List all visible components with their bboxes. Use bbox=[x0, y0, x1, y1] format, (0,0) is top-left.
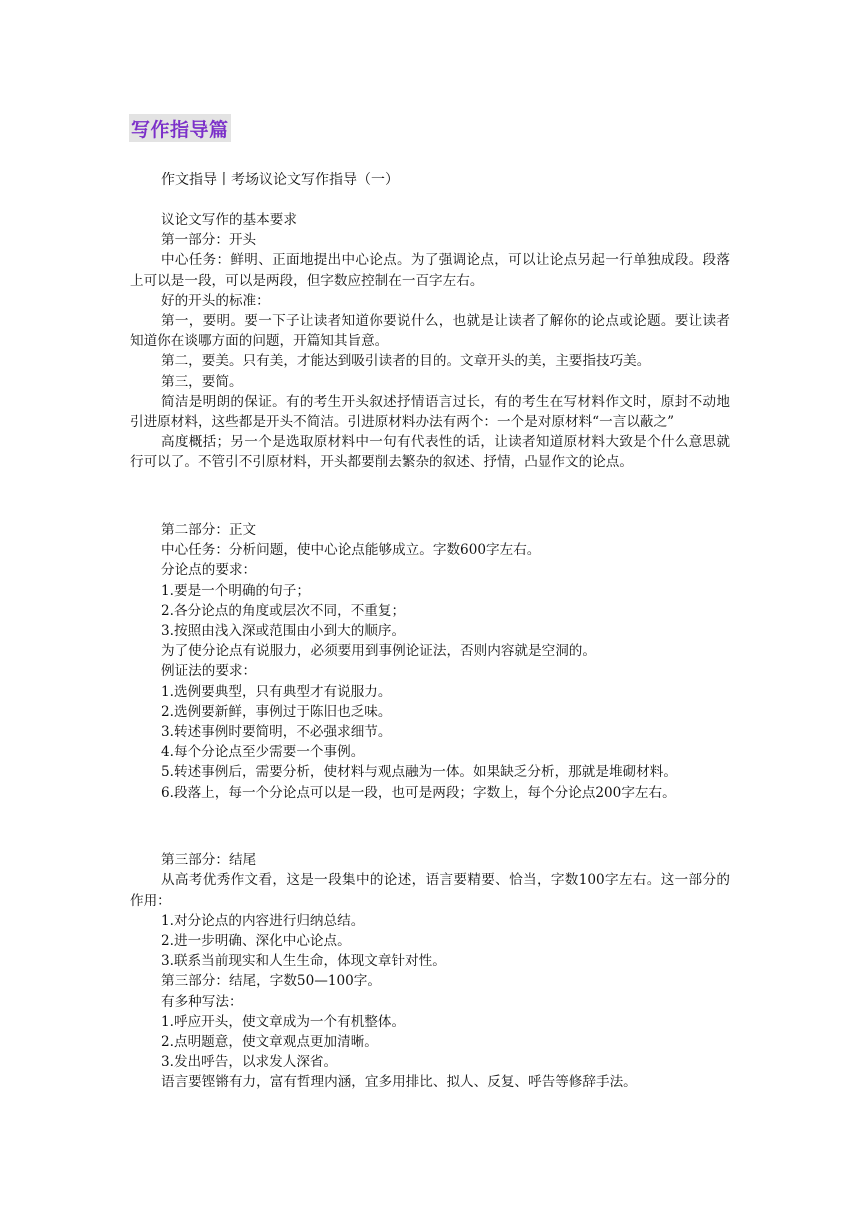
paragraph: 3.转述事例时要简明，不必强求细节。 bbox=[161, 724, 392, 741]
paragraph: 5.转述事例后，需要分析，使材料与观点融为一体。如果缺乏分析，那就是堆砌材料。 bbox=[161, 764, 677, 781]
paragraph: 3.按照由浅入深或范围由小到大的顺序。 bbox=[161, 623, 406, 640]
paragraph: 3.联系当前现实和人生生命，体现文章针对性。 bbox=[161, 953, 446, 970]
paragraph: 例证法的要求： bbox=[161, 663, 257, 680]
paragraph: 2.进一步明确、深化中心论点。 bbox=[161, 933, 351, 950]
paragraph: 1.要是一个明确的句子； bbox=[161, 582, 310, 599]
article-title: 作文指导丨考场议论文写作指导（一） bbox=[161, 172, 399, 188]
paragraph: 中心任务：鲜明、正面地提出中心论点。为了强调论点，可以让论点另起一行单独成段。段落上可以是一段，可以是两段，但字数应控制在一百字左右。 bbox=[130, 252, 730, 289]
paragraph: 议论文写作的基本要求 bbox=[161, 212, 297, 228]
paragraph: 为了使分论点有说服力，必须要用到事例论证法，否则内容就是空洞的。 bbox=[161, 643, 596, 660]
paragraph-spacer bbox=[130, 816, 730, 836]
paragraph: 第三，要简。 bbox=[161, 373, 243, 390]
paragraph: 1.对分论点的内容进行归纳总结。 bbox=[161, 912, 365, 929]
paragraph: 1.选例要典型，只有典型才有说服力。 bbox=[161, 683, 392, 700]
article-body bbox=[130, 210, 730, 1093]
section-heading-text: 写作指导篇 bbox=[131, 118, 229, 141]
paragraph: 2.各分论点的角度或层次不同，不重复； bbox=[161, 602, 406, 619]
paragraph: 6.段落上，每一个分论点可以是一段，也可是两段；字数上，每个分论点200字左右。 bbox=[161, 784, 676, 801]
paragraph: 1.呼应开头，使文章成为一个有机整体。 bbox=[161, 1013, 406, 1030]
paragraph: 2.选例要新鲜，事例过于陈旧也乏味。 bbox=[161, 703, 392, 720]
paragraph: 语言要铿锵有力，富有哲理内涵，宜多用排比、拟人、反复、呼告等修辞手法。 bbox=[161, 1074, 637, 1091]
paragraph: 2.点明题意，使文章观点更加清晰。 bbox=[161, 1034, 378, 1051]
paragraph: 简洁是明朗的保证。有的考生开头叙述抒情语言过长，有的考生在写材料作文时，原封不动地引进原材料，这些都是开头不简洁。引进原材料办法有两个：一个是对原材料“一言以蔽之” bbox=[130, 393, 730, 431]
paragraph: 好的开头的标准： bbox=[161, 292, 270, 309]
paragraph: 第三部分：结尾，字数50—100字。 bbox=[161, 973, 381, 990]
paragraph: 从高考优秀作文看，这是一段集中的论述，语言要精要、恰当，字数100字左右。这一部分的作用： bbox=[130, 872, 730, 909]
paragraph: 第二部分：正文 bbox=[161, 522, 257, 539]
section-heading bbox=[129, 114, 231, 142]
paragraph-spacer bbox=[130, 486, 730, 506]
paragraph: 4.每个分论点至少需要一个事例。 bbox=[161, 744, 365, 761]
paragraph: 第一部分：开头 bbox=[161, 232, 257, 249]
paragraph: 第一，要明。要一下子让读者知道你要说什么，也就是让读者了解你的论点或论题。要让读者知道你在谈哪方面的问题，开篇知其旨意。 bbox=[130, 313, 730, 350]
paragraph: 3.发出呼告，以求发人深省。 bbox=[161, 1054, 338, 1071]
paragraph: 中心任务：分析问题，使中心论点能够成立。字数600字左右。 bbox=[161, 542, 541, 559]
paragraph: 有多种写法： bbox=[161, 993, 243, 1010]
paragraph: 分论点的要求： bbox=[161, 562, 257, 579]
paragraph: 第二，要美。只有美，才能达到吸引读者的目的。文章开头的美，主要指技巧美。 bbox=[161, 353, 651, 370]
paragraph: 第三部分：结尾 bbox=[161, 852, 257, 869]
paragraph: 高度概括；另一个是选取原材料中一句有代表性的话，让读者知道原材料大致是个什么意思就行可以了。不管引不引原材料，开头都要削去繁杂的叙述、抒情，凸显作文的论点。 bbox=[130, 434, 730, 471]
